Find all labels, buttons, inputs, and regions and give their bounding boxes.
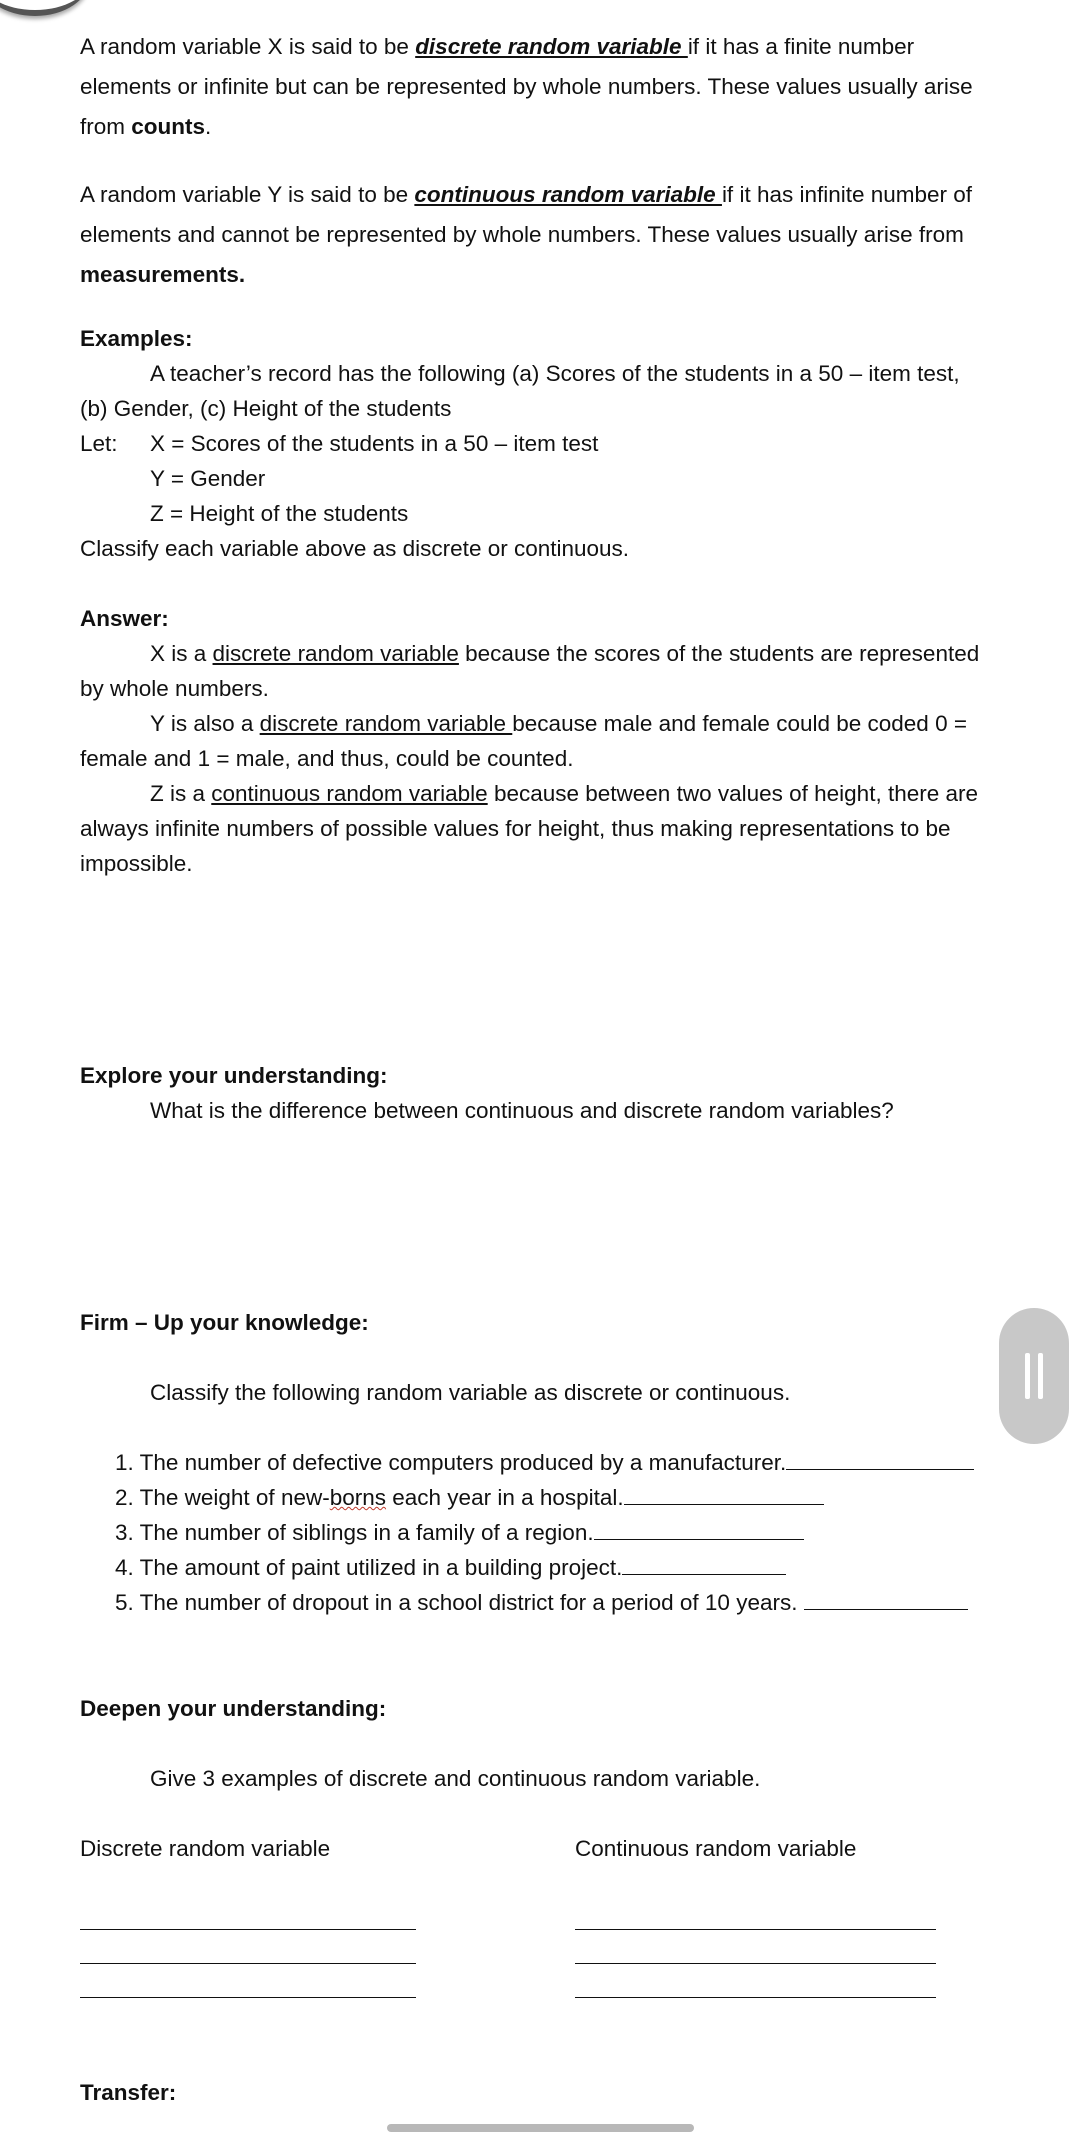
answer-z-cont: always infinite numbers of possible values for height, thus making representations to be <box>80 816 951 841</box>
keyword-measurements: measurements. <box>80 262 246 287</box>
let-y: Y = Gender <box>150 466 266 491</box>
answer-blank[interactable] <box>594 1519 804 1540</box>
list-item: 5. The number of dropout in a school district for a period of 10 years. <box>115 1588 968 1618</box>
keyword-counts: counts <box>131 114 206 139</box>
answer-line[interactable] <box>80 1997 416 1998</box>
definition-discrete <box>80 27 1000 147</box>
answer-blank[interactable] <box>624 1484 824 1505</box>
grip-icon <box>1038 1353 1043 1399</box>
answer-y-cont: female and 1 = male, and thus, could be counted. <box>80 746 574 771</box>
answer-y: Y is also a discrete random variable because male and female could be coded 0 = <box>150 711 967 736</box>
column-continuous-label: Continuous random variable <box>575 1836 857 1861</box>
examples-instruction: Classify each variable above as discrete or continuous. <box>80 536 630 561</box>
definition-text: A random variable Y is said to be <box>80 182 415 207</box>
answer-line[interactable] <box>575 1963 936 1964</box>
deepen-heading: Deepen your understanding: <box>80 1696 387 1721</box>
definition-text: A random variable X is said to be <box>80 34 416 59</box>
answer-line[interactable] <box>575 1929 936 1930</box>
corner-thumbnail <box>0 0 90 16</box>
term-continuous: continuous random variable <box>414 182 722 207</box>
let-x: X = Scores of the students in a 50 – item test <box>150 431 599 456</box>
scroll-handle[interactable] <box>999 1308 1069 1444</box>
firmup-heading: Firm – Up your knowledge: <box>80 1310 369 1335</box>
term-discrete: discrete random variable <box>415 34 688 59</box>
answer-x-cont: by whole numbers. <box>80 676 269 701</box>
answer-line[interactable] <box>80 1929 416 1930</box>
home-indicator[interactable] <box>387 2124 694 2132</box>
answer-z-cont: impossible. <box>80 851 193 876</box>
answer-line[interactable] <box>575 1997 936 1998</box>
answer-blank[interactable] <box>804 1589 968 1610</box>
examples-line: (b) Gender, (c) Height of the students <box>80 396 452 421</box>
definition-text: if it has infinite number of elements and cannot be represented by whole numbers. These values usually arise from <box>80 182 973 247</box>
definition-text: if it has a finite number elements or infinite but can be represented by whole numbers. These values usually arise from <box>80 34 973 139</box>
answer-z: Z is a continuous random variable because between two values of height, there are <box>150 781 979 806</box>
list-item: 1. The number of defective computers produced by a manufacturer. <box>115 1448 974 1478</box>
firmup-instruction: Classify the following random variable as discrete or continuous. <box>150 1380 791 1405</box>
examples-heading: Examples: <box>80 326 193 351</box>
let-label: Let: <box>80 431 118 456</box>
definition-continuous <box>80 175 1000 295</box>
explore-heading: Explore your understanding: <box>80 1063 388 1088</box>
answer-blank[interactable] <box>786 1449 974 1470</box>
answer-blank[interactable] <box>622 1554 786 1575</box>
answer-x: X is a discrete random variable because the scores of the students are represented <box>150 641 980 666</box>
deepen-instruction: Give 3 examples of discrete and continuous random variable. <box>150 1766 761 1791</box>
list-item: 4. The amount of paint utilized in a building project. <box>115 1553 786 1583</box>
definition-text: . <box>205 114 212 139</box>
column-discrete-label: Discrete random variable <box>80 1836 331 1861</box>
let-z: Z = Height of the students <box>150 501 409 526</box>
answer-line[interactable] <box>80 1963 416 1964</box>
grip-icon <box>1025 1353 1030 1399</box>
explore-question: What is the difference between continuous and discrete random variables? <box>150 1098 894 1123</box>
transfer-heading: Transfer: <box>80 2080 177 2105</box>
examples-line: A teacher’s record has the following (a) Scores of the students in a 50 – item test, <box>150 361 960 386</box>
list-item: 2. The weight of new-borns each year in a hospital. <box>115 1483 824 1513</box>
list-item: 3. The number of siblings in a family of a region. <box>115 1518 804 1548</box>
answer-heading: Answer: <box>80 606 169 631</box>
